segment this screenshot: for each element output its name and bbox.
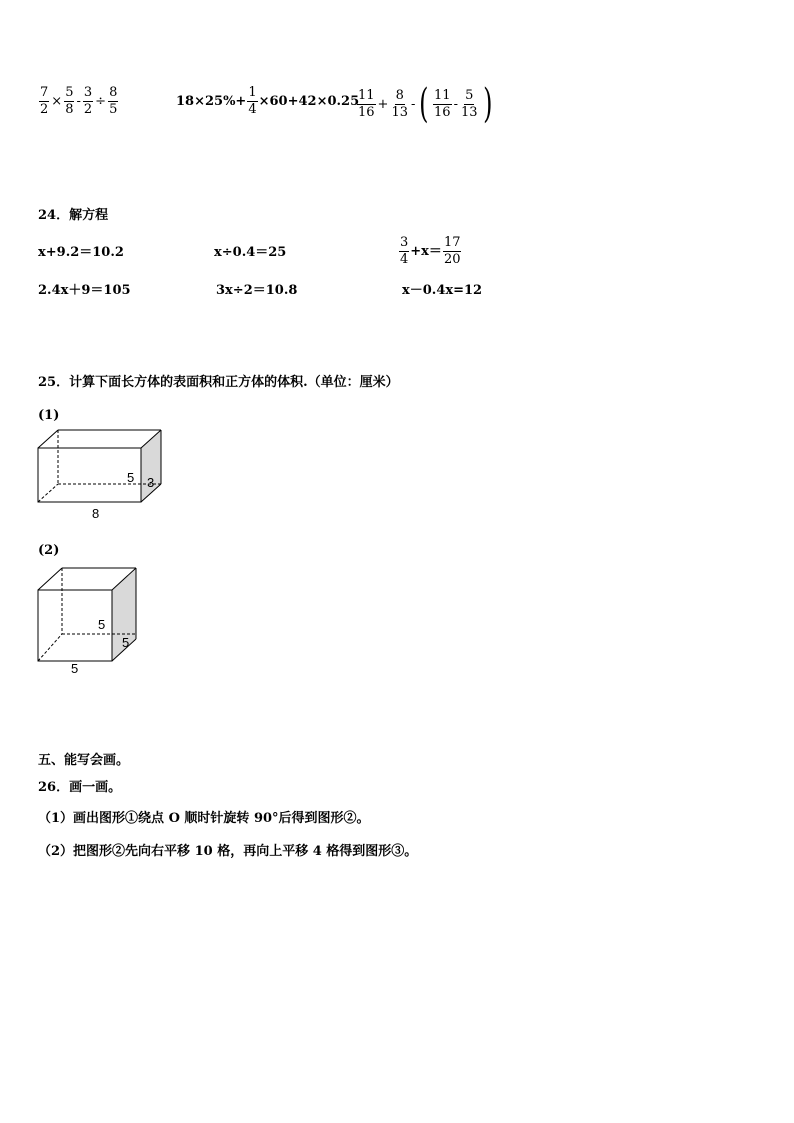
operator: - [76,94,81,109]
operator: ÷ [95,94,107,109]
operator: - [411,96,416,112]
part-1-label: (1) [38,408,60,423]
cuboid-width-label: 5 [127,470,135,485]
operator: - [453,96,458,112]
question-26-step-2: （2）把图形②先向右平移 10 格，再向上平移 4 格得到图形③。 [38,844,418,859]
fraction: $\frac{5}{8}$ [65,85,74,117]
cuboid-length-label: 8 [92,506,100,521]
operator: × [51,94,63,109]
fraction: $\frac{3}{2}$ [83,85,93,117]
fraction: $\frac{8}{13}$ [391,87,408,120]
cube-figure [30,562,145,677]
part-2-label: (2) [38,543,60,558]
question-25-title: 25．计算下面长方体的表面积和正方体的体积.（单位：厘米） [38,375,399,390]
fraction: $\frac{8}{5}$ [109,85,118,117]
fraction: $\frac{7}{2}$ [40,85,49,117]
calc-expression-2: 18×25%+ $\frac{1}{4}$ ×60+42×0.25 [176,85,360,117]
cube-width-label: 5 [98,617,106,632]
cube-height-label: 5 [122,635,130,650]
question-26-title: 26．画一画。 [38,780,122,795]
right-paren: ) [482,81,493,127]
equation-3: $\frac{3}{4}$ +x＝ $\frac{17}{20}$ [400,235,461,267]
cuboid-height-label: 3 [147,475,155,490]
question-24-title: 24．解方程 [38,208,109,223]
fraction: $\frac{11}{16}$ [434,87,451,120]
operator: + [377,96,389,112]
calc-expression-3 [356,81,495,127]
calc-expression-1 [38,86,119,117]
equation-2: x÷0.4＝25 [214,245,287,260]
left-paren: ( [419,81,429,127]
equation-4: 2.4x＋9＝105 [38,283,131,298]
equation-5: 3x÷2＝10.8 [216,283,298,298]
fraction: $\frac{17}{20}$ [443,235,461,267]
cube-length-label: 5 [71,661,79,676]
fraction: $\frac{3}{4}$ [400,235,409,267]
equation-6: x－0.4x=12 [402,283,483,298]
section-5-title: 五、能写会画。 [38,753,130,768]
equation-1: x+9.2＝10.2 [38,245,124,260]
question-26-step-1: （1）画出图形①绕点 O 顺时针旋转 90°后得到图形②。 [38,811,370,826]
fraction: $\frac{5}{13}$ [460,87,478,120]
cuboid-figure [30,424,170,524]
cuboid-shaded-side [141,430,161,502]
fraction: $\frac{1}{4}$ [248,85,257,117]
fraction: $\frac{11}{16}$ [358,87,375,120]
